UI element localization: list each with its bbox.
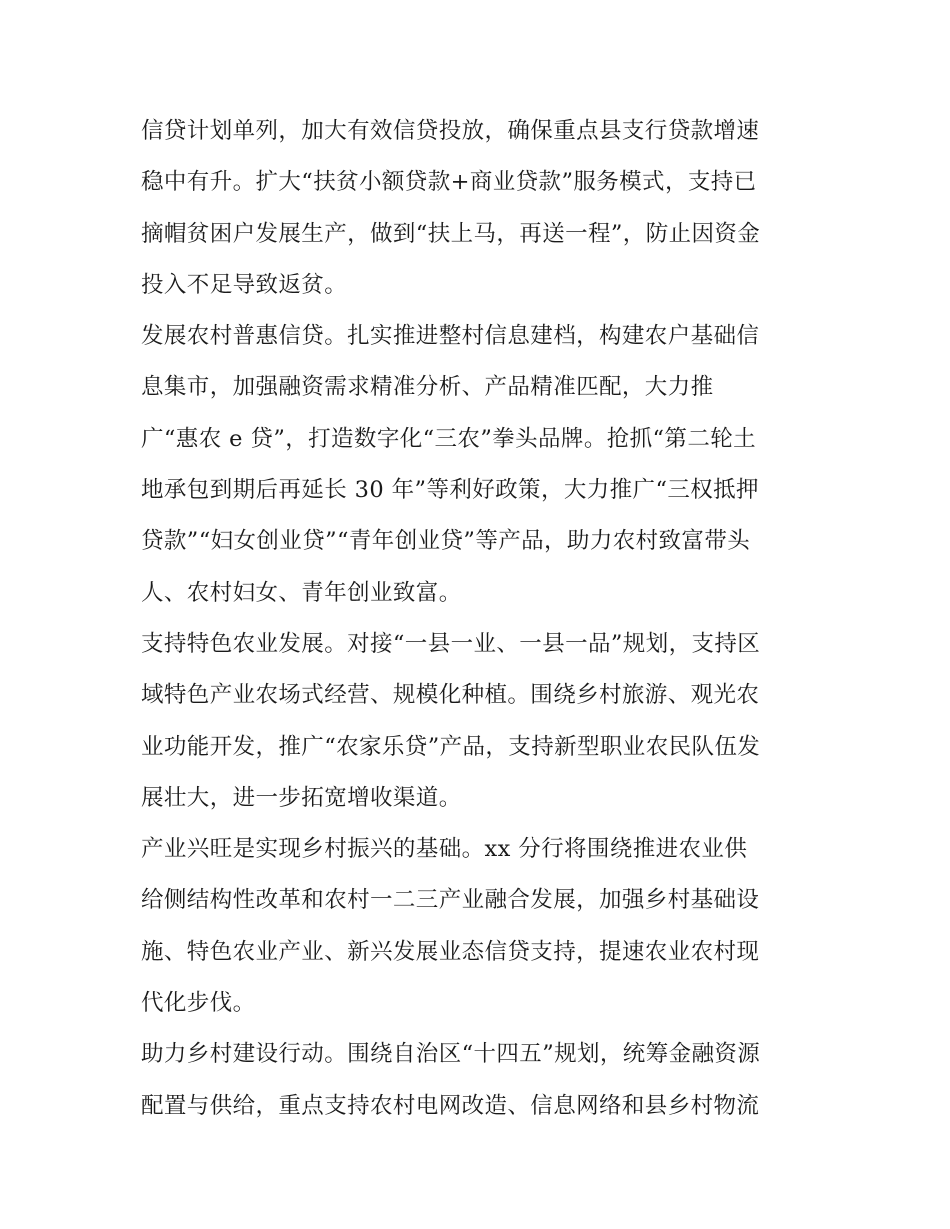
text-line: 发展农村普惠信贷。扎实推进整村信息建档，构建农户基础信 <box>141 323 760 350</box>
text-line: 产业兴旺是实现乡村振兴的基础。xx 分行将围绕推进农业供 <box>141 836 748 863</box>
text-line: 广“惠农 e 贷”，打造数字化“三农”拳头品牌。抢抓“第二轮土 <box>141 425 757 452</box>
text-line: 给侧结构性改革和农村一二三产业融合发展，加强乡村基础设 <box>141 887 760 914</box>
text-line: 域特色产业农场式经营、规模化种植。围绕乡村旅游、观光农 <box>141 682 760 709</box>
text-line: 稳中有升。扩大“扶贫小额贷款+商业贷款”服务模式，支持已 <box>141 169 757 196</box>
text-line: 支持特色农业发展。对接“一县一业、一县一品”规划，支持区 <box>141 630 761 657</box>
text-line: 信贷计划单列，加大有效信贷投放，确保重点县支行贷款增速 <box>141 118 760 144</box>
text-line: 助力乡村建设行动。围绕自治区“十四五”规划，统筹金融资源 <box>141 1041 761 1068</box>
text-line: 配置与供给，重点支持农村电网改造、信息网络和县乡村物流 <box>141 1092 760 1119</box>
text-line: 展壮大，进一步拓宽增收渠道。 <box>141 784 462 811</box>
text-line: 贷款”“妇女创业贷”“青年创业贷”等产品，助力农村致富带头 <box>141 528 751 555</box>
text-line: 施、特色农业产业、新兴发展业态信贷支持，提速农业农村现 <box>141 938 760 965</box>
text-line: 摘帽贫困户发展生产，做到“扶上马，再送一程”，防止因资金 <box>141 220 761 247</box>
text-line: 代化步伐。 <box>141 990 256 1017</box>
text-line: 投入不足导致返贫。 <box>141 271 348 298</box>
text-line: 地承包到期后再延长 30 年”等利好政策，大力推广“三权抵押 <box>141 477 759 504</box>
document-body <box>141 106 813 1132</box>
text-line: 业功能开发，推广“农家乐贷”产品，支持新型职业农民队伍发 <box>141 733 761 760</box>
text-line: 息集市，加强融资需求精准分析、产品精准匹配，大力推 <box>141 374 714 401</box>
text-line: 人、农村妇女、青年创业致富。 <box>141 579 462 606</box>
